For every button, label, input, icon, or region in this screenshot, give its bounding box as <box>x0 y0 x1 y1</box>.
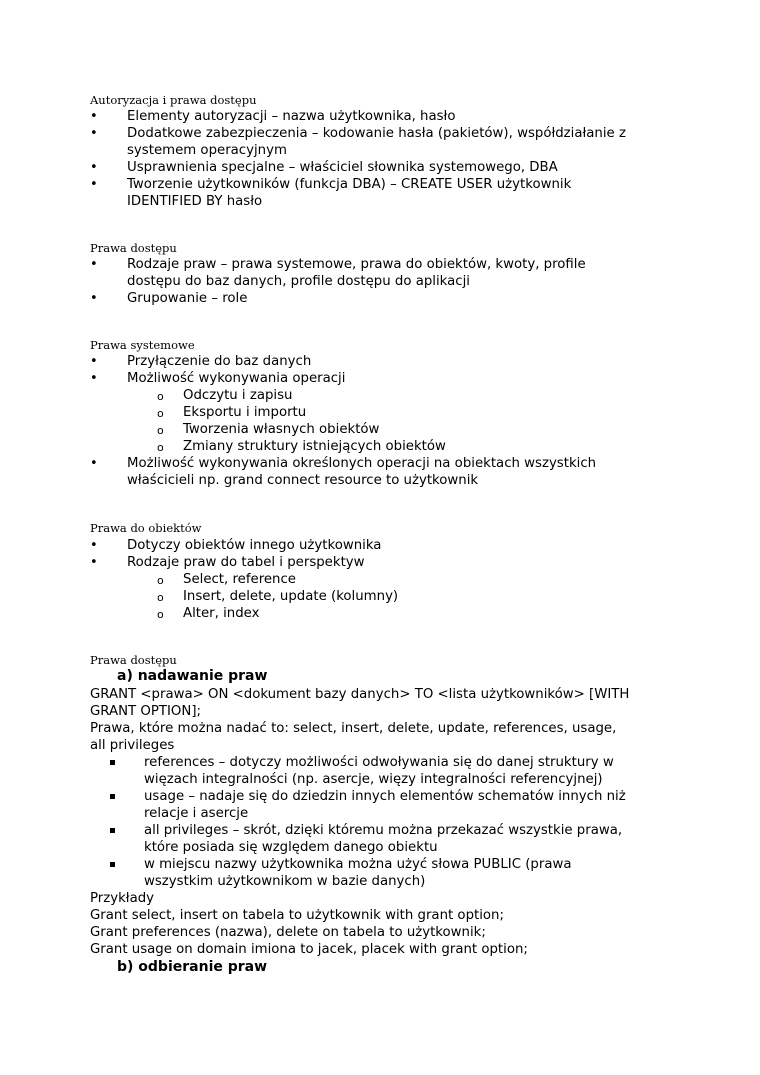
square-bullet-icon <box>110 862 115 867</box>
square-bullet-icon <box>110 828 115 833</box>
bullet-icon: • <box>90 257 98 272</box>
list-item: Tworzenie użytkowników (funkcja DBA) – CREATE USER użytkownik <box>127 177 572 192</box>
circle-bullet-icon: o <box>157 390 164 403</box>
list-item: all privileges – skrót, dzięki któremu można przekazać wszystkie prawa, <box>144 823 623 838</box>
list-item: Grupowanie – role <box>127 291 248 306</box>
rights-intro-line: Prawa, które można nadać to: select, insert, delete, update, references, usage, <box>90 721 617 736</box>
bullet-icon: • <box>90 177 98 192</box>
circle-bullet-icon: o <box>157 608 164 621</box>
sub-list-item: Insert, delete, update (kolumny) <box>183 589 399 604</box>
list-item: Możliwość wykonywania operacji <box>127 371 346 386</box>
list-item-continuation: relacje i asercje <box>144 806 249 821</box>
sub-list-item: Eksportu i importu <box>183 405 307 420</box>
list-item-continuation: które posiada się względem danego obiektu <box>144 840 438 855</box>
circle-bullet-icon: o <box>157 441 164 454</box>
example-line: Grant usage on domain imiona to jacek, placek with grant option; <box>90 942 528 957</box>
bullet-icon: • <box>90 555 98 570</box>
circle-bullet-icon: o <box>157 407 164 420</box>
square-bullet-icon <box>110 794 115 799</box>
bullet-icon: • <box>90 354 98 369</box>
list-item: Przyłączenie do baz danych <box>127 354 312 369</box>
bullet-icon: • <box>90 371 98 386</box>
circle-bullet-icon: o <box>157 574 164 587</box>
circle-bullet-icon: o <box>157 591 164 604</box>
bullet-icon: • <box>90 456 98 471</box>
list-item: Rodzaje praw do tabel i perspektyw <box>127 555 365 570</box>
rights-intro-line: all privileges <box>90 738 175 753</box>
section-heading: Prawa dostępu <box>90 241 177 255</box>
grant-syntax-line: GRANT <prawa> ON <dokument bazy danych> TO <lista użytkowników> [WITH <box>90 687 630 702</box>
section-heading: Prawa dostępu <box>90 653 177 667</box>
bullet-icon: • <box>90 126 98 141</box>
sub-list-item: Select, reference <box>183 572 296 587</box>
section-heading: Autoryzacja i prawa dostępu <box>90 93 257 107</box>
subsection-heading-a: a) nadawanie praw <box>117 668 268 684</box>
example-line: Grant preferences (nazwa), delete on tabela to użytkownik; <box>90 925 486 940</box>
sub-list-item: Tworzenia własnych obiektów <box>183 422 380 437</box>
list-item: Rodzaje praw – prawa systemowe, prawa do obiektów, kwoty, profile <box>127 257 586 272</box>
list-item: usage – nadaje się do dziedzin innych elementów schematów innych niż <box>144 789 626 804</box>
list-item-continuation: właścicieli np. grand connect resource to użytkownik <box>127 473 479 488</box>
square-bullet-icon <box>110 760 115 765</box>
list-item: Dotyczy obiektów innego użytkownika <box>127 538 382 553</box>
grant-syntax-line: GRANT OPTION]; <box>90 704 202 719</box>
bullet-icon: • <box>90 538 98 553</box>
list-item-continuation: dostępu do baz danych, profile dostępu do aplikacji <box>127 274 470 289</box>
list-item-continuation: systemem operacyjnym <box>127 143 287 158</box>
list-item-continuation: IDENTIFIED BY hasło <box>127 194 263 209</box>
sub-list-item: Alter, index <box>183 606 260 621</box>
bullet-icon: • <box>90 291 98 306</box>
list-item: Dodatkowe zabezpieczenia – kodowanie hasła (pakietów), współdziałanie z <box>127 126 626 141</box>
examples-label: Przykłady <box>90 891 155 906</box>
circle-bullet-icon: o <box>157 424 164 437</box>
list-item: Usprawnienia specjalne – właściciel słownika systemowego, DBA <box>127 160 558 175</box>
bullet-icon: • <box>90 109 98 124</box>
list-item-continuation: wszystkim użytkownikom w bazie danych) <box>144 874 426 889</box>
list-item: Elementy autoryzacji – nazwa użytkownika, hasło <box>127 109 456 124</box>
section-heading: Prawa systemowe <box>90 338 195 352</box>
example-line: Grant select, insert on tabela to użytkownik with grant option; <box>90 908 504 923</box>
list-item: references – dotyczy możliwości odwoływania się do danej struktury w <box>144 755 614 770</box>
bullet-icon: • <box>90 160 98 175</box>
list-item: Możliwość wykonywania określonych operacji na obiektach wszystkich <box>127 456 597 471</box>
sub-list-item: Zmiany struktury istniejących obiektów <box>183 439 446 454</box>
subsection-heading-b: b) odbieranie praw <box>117 959 268 975</box>
list-item-continuation: więzach integralności (np. asercje, więzy integralności referencyjnej) <box>144 772 603 787</box>
sub-list-item: Odczytu i zapisu <box>183 388 293 403</box>
section-heading: Prawa do obiektów <box>90 521 202 535</box>
list-item: w miejscu nazwy użytkownika można użyć słowa PUBLIC (prawa <box>144 857 572 872</box>
